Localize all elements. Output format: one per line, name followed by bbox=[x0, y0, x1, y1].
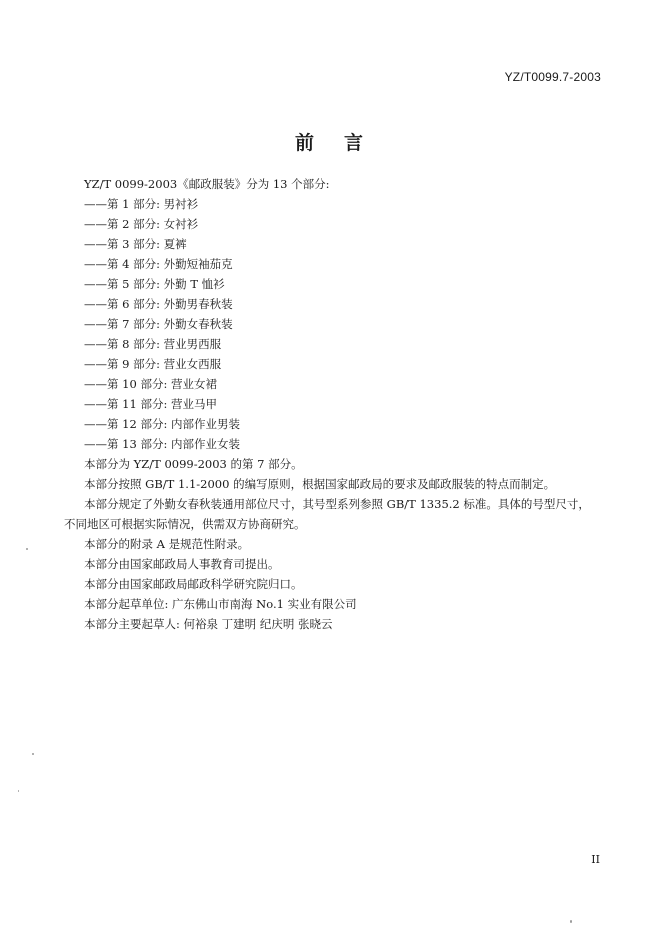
list-item: ——第 13 部分: 内部作业女装 bbox=[84, 437, 240, 451]
list-item: ——第 3 部分: 夏裤 bbox=[84, 237, 187, 251]
drafters-statement: 本部分主要起草人: 何裕泉 丁建明 纪庆明 张晓云 bbox=[84, 617, 333, 631]
list-item: ——第 10 部分: 营业女裙 bbox=[84, 377, 217, 391]
list-item: ——第 8 部分: 营业男西服 bbox=[84, 337, 222, 351]
list-item: ——第 5 部分: 外勤 T 恤衫 bbox=[84, 277, 225, 291]
document-code: YZ/T0099.7-2003 bbox=[504, 70, 601, 84]
drafting-rules-statement: 本部分按照 GB/T 1.1-2000 的编写原则，根据国家邮政局的要求及邮政服装的特点而制定。 bbox=[84, 477, 556, 491]
page-number: II bbox=[591, 853, 600, 866]
list-item: ——第 7 部分: 外勤女春秋装 bbox=[84, 317, 233, 331]
list-item: ——第 2 部分: 女衬衫 bbox=[84, 217, 199, 231]
list-item: ——第 6 部分: 外勤男春秋装 bbox=[84, 297, 233, 311]
list-item: ——第 1 部分: 男衬衫 bbox=[84, 197, 199, 211]
size-statement-line-2: 不同地区可根据实际情况，供需双方协商研究。 bbox=[64, 517, 306, 531]
scan-speck bbox=[18, 790, 19, 792]
scan-speck bbox=[32, 753, 34, 755]
list-item: ——第 4 部分: 外勤短袖茄克 bbox=[84, 257, 233, 271]
foreword-body bbox=[0, 174, 658, 634]
intro-line: YZ/T 0099-2003《邮政服装》分为 13 个部分: bbox=[84, 177, 330, 191]
proposer-statement: 本部分由国家邮政局人事教育司提出。 bbox=[84, 557, 280, 571]
list-item: ——第 11 部分: 营业马甲 bbox=[84, 397, 217, 411]
parts-list bbox=[0, 194, 658, 454]
responsible-body-statement: 本部分由国家邮政局邮政科学研究院归口。 bbox=[84, 577, 303, 591]
scan-speck bbox=[26, 548, 28, 550]
list-item: ——第 9 部分: 营业女西服 bbox=[84, 357, 222, 371]
scan-speck bbox=[570, 920, 572, 923]
part-number-statement: 本部分为 YZ/T 0099-2003 的第 7 部分。 bbox=[84, 457, 303, 471]
page-title: 前言 bbox=[294, 132, 393, 154]
drafting-unit-statement: 本部分起草单位: 广东佛山市南海 No.1 实业有限公司 bbox=[84, 597, 357, 611]
list-item: ——第 12 部分: 内部作业男装 bbox=[84, 417, 240, 431]
annex-statement: 本部分的附录 A 是规范性附录。 bbox=[84, 537, 250, 551]
size-statement-line-1: 本部分规定了外勤女春秋装通用部位尺寸，其号型系列参照 GB/T 1335.2 标准。具体的号型尺寸， bbox=[84, 497, 590, 511]
